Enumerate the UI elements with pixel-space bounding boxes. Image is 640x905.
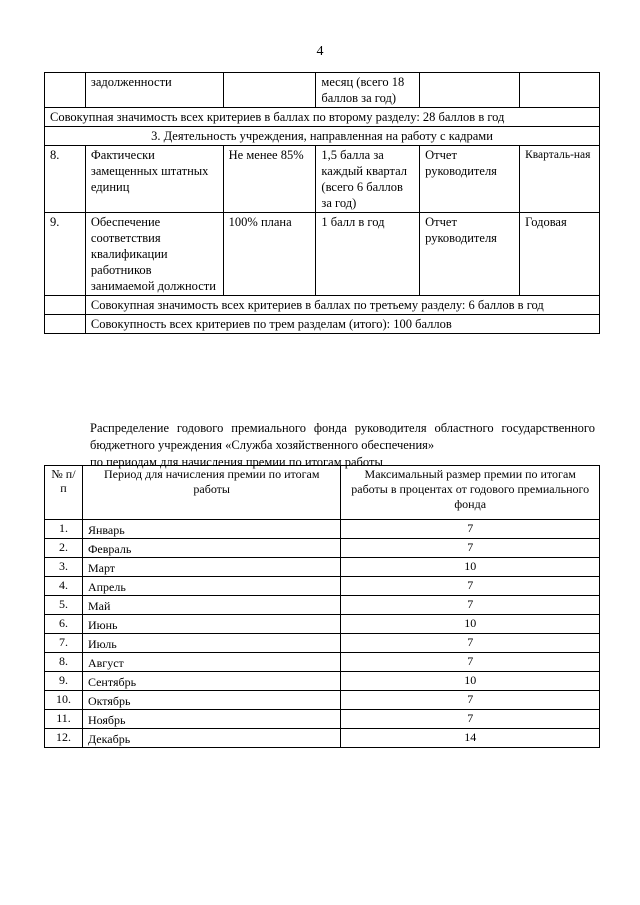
month-number: 2. [45,539,83,558]
criterion-name: Фактически замещенных штатных единиц [85,146,223,213]
month-value: 7 [341,539,600,558]
month-number: 10. [45,691,83,710]
month-value: 7 [341,634,600,653]
month-value: 7 [341,691,600,710]
month-name: Июнь [82,615,340,634]
month-number: 11. [45,710,83,729]
criterion-period: Кварталь-ная [520,146,600,213]
month-name: Август [82,653,340,672]
month-value: 7 [341,577,600,596]
month-value: 7 [341,710,600,729]
table-row [45,213,600,296]
criterion-points: 1,5 балла за каждый квартал (всего 6 баллов за год) [316,146,420,213]
month-name: Июль [82,634,340,653]
row-number: 9. [45,213,86,296]
month-number: 9. [45,672,83,691]
row-number: 8. [45,146,86,213]
month-number: 8. [45,653,83,672]
table-header-row [45,466,600,520]
month-number: 1. [45,520,83,539]
month-value: 10 [341,558,600,577]
month-number: 7. [45,634,83,653]
criterion-value: 100% плана [223,213,316,296]
month-name: Апрель [82,577,340,596]
criterion-name: Обеспечение соответствия квалификации работников занимаемой должности [85,213,223,296]
month-name: Октябрь [82,691,340,710]
table-row [45,691,600,710]
month-value: 14 [341,729,600,748]
grand-total: Совокупность всех критериев по трем разделам (итого): 100 баллов [85,315,599,334]
header-period: Период для начисления премии по итогам работы [82,466,340,520]
section3-title: 3. Деятельность учреждения, направленная на работу с кадрами [45,127,600,146]
section3-total: Совокупная значимость всех критериев в баллах по третьему разделу: 6 баллов в год [85,296,599,315]
month-number: 5. [45,596,83,615]
page-number: 4 [316,44,324,59]
month-value: 10 [341,672,600,691]
table-cell: месяц (всего 18 баллов за год) [316,73,420,108]
month-name: Январь [82,520,340,539]
table-row [45,315,600,334]
paragraph-text-end: по периодам для начисления премии по итогам работы [90,455,383,469]
criterion-value: Не менее 85% [223,146,316,213]
table-cell: задолженности [85,73,223,108]
table-row [45,653,600,672]
month-name: Май [82,596,340,615]
month-value: 7 [341,520,600,539]
month-name: Декабрь [82,729,340,748]
header-num: № п/п [45,466,83,520]
section2-total: Совокупная значимость всех критериев в баллах по второму разделу: 28 баллов в год [45,108,600,127]
month-number: 12. [45,729,83,748]
monthly-premium-table [44,465,600,748]
criterion-points: 1 балл в год [316,213,420,296]
table-row [45,73,600,108]
table-row [45,672,600,691]
month-value: 10 [341,615,600,634]
month-value: 7 [341,596,600,615]
table-row [45,296,600,315]
criterion-report: Отчет руководителя [420,146,520,213]
month-number: 3. [45,558,83,577]
criteria-table [44,72,600,334]
table-row [45,520,600,539]
month-name: Сентябрь [82,672,340,691]
month-name: Март [82,558,340,577]
month-name: Февраль [82,539,340,558]
month-value: 7 [341,653,600,672]
table-row [45,539,600,558]
table-row [45,634,600,653]
criterion-period: Годовая [520,213,600,296]
table-row [45,577,600,596]
month-name: Ноябрь [82,710,340,729]
table-row [45,108,600,127]
table-row [45,127,600,146]
criterion-report: Отчет руководителя [420,213,520,296]
month-number: 6. [45,615,83,634]
month-number: 4. [45,577,83,596]
table-row [45,558,600,577]
header-max: Максимальный размер премии по итогам работы в процентах от годового премиального фонда [341,466,600,520]
distribution-paragraph [90,420,595,471]
table-row [45,729,600,748]
table-row [45,146,600,213]
table-row [45,615,600,634]
table-row [45,596,600,615]
paragraph-text: Распределение годового премиального фонда руководителя областного государственного бюджетного учреждения «Служба хозяйственного обеспечения» [90,421,595,452]
table-row [45,710,600,729]
